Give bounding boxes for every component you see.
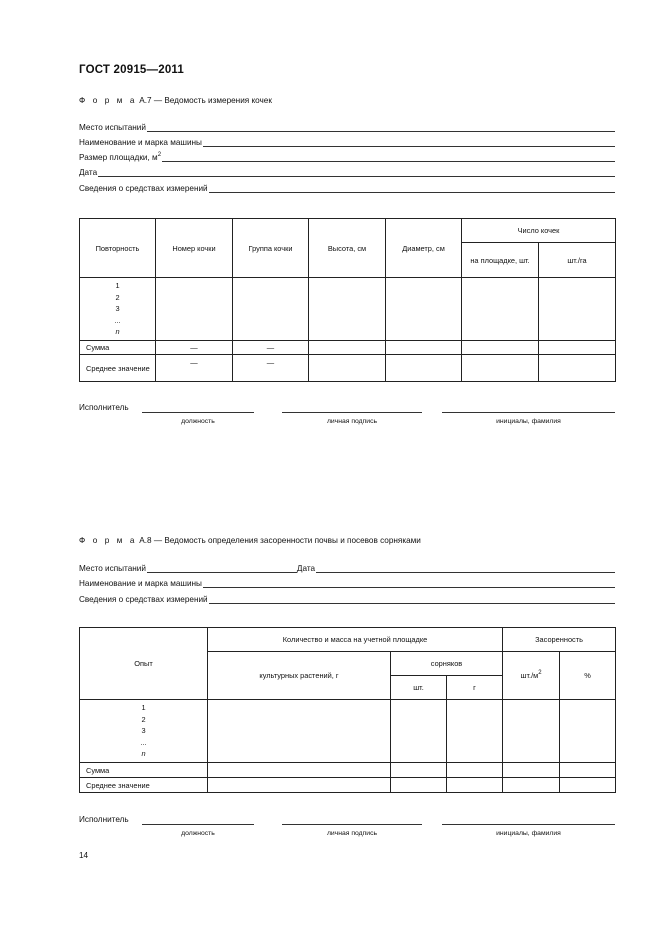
a8-field-instruments-label: Сведения о средствах измерений — [79, 595, 208, 604]
a7-col-on-area: на площадке, шт. — [462, 243, 539, 278]
a8-cell[interactable] — [447, 778, 503, 793]
form-a8-id: А.8 — [139, 536, 152, 545]
a7-field-machine — [79, 135, 615, 147]
a7-repeat-1: 1 — [115, 281, 120, 291]
a7-field-area-label-text: Размер площадки, м — [79, 153, 158, 162]
a8-cell[interactable] — [503, 763, 560, 778]
a8-col-qty-mass: Количество и масса на учетной площадке — [208, 628, 503, 652]
a7-field-machine-label: Наименование и марка машины — [79, 138, 202, 147]
a8-repeat-2: 2 — [141, 714, 146, 724]
a7-field-area-sup: 2 — [157, 152, 162, 158]
a7-position-line[interactable] — [142, 412, 254, 413]
a8-col-per-m2-text: шт./м — [520, 671, 539, 680]
a8-cell[interactable] — [391, 700, 447, 763]
a8-field-machine-line[interactable] — [203, 578, 615, 588]
a7-repeat-3: 3 — [115, 304, 120, 314]
a8-field-instruments — [79, 592, 615, 604]
form-a8-table — [79, 627, 616, 793]
a8-col-weeds: сорняков — [391, 652, 503, 676]
a8-repeat-list — [80, 700, 208, 763]
a7-cell[interactable] — [386, 355, 462, 382]
a8-col-experiment: Опыт — [80, 628, 208, 700]
a8-cell[interactable] — [447, 700, 503, 763]
a7-cell[interactable] — [309, 341, 386, 355]
a8-col-per-m2-sup: 2 — [538, 670, 542, 676]
a8-cell[interactable] — [208, 700, 391, 763]
a7-cell[interactable] — [539, 278, 616, 341]
document-header: ГОСТ 20915—2011 — [79, 64, 184, 76]
a8-col-g: г — [447, 676, 503, 700]
a8-repeat-3: 3 — [141, 726, 146, 736]
a8-name-line[interactable] — [442, 824, 615, 825]
form-a7-table — [79, 218, 616, 382]
a7-cell[interactable] — [462, 355, 539, 382]
a7-cell[interactable] — [156, 278, 233, 341]
a7-col-diameter: Диаметр, см — [386, 219, 462, 278]
a7-col-repeat: Повторность — [80, 219, 156, 278]
a7-table-row-data — [80, 278, 616, 341]
a7-dash: — — [156, 355, 233, 382]
a8-table-row-sum — [80, 763, 616, 778]
a8-executor-label: Исполнитель — [79, 815, 129, 824]
a7-name-caption: инициалы, фамилия — [496, 418, 561, 425]
a8-signature-line[interactable] — [282, 824, 422, 825]
a7-repeat-ellipsis: ... — [114, 315, 121, 325]
a7-field-instruments-label: Сведения о средствах измерений — [79, 184, 208, 193]
a8-cell[interactable] — [391, 778, 447, 793]
a7-repeat-n: n — [115, 327, 120, 337]
a7-field-area — [79, 150, 615, 162]
a8-cell[interactable] — [560, 700, 616, 763]
a8-position-caption: должность — [181, 830, 215, 837]
a7-table-row-sum — [80, 341, 616, 355]
a7-cell[interactable] — [539, 355, 616, 382]
a8-table-row-data — [80, 700, 616, 763]
a8-field-machine — [79, 576, 615, 588]
a8-field-instruments-line[interactable] — [209, 594, 615, 604]
a7-executor-label: Исполнитель — [79, 403, 129, 412]
a7-field-instruments-line[interactable] — [209, 183, 615, 193]
a7-signature-caption: личная подпись — [326, 418, 378, 425]
a8-position-line[interactable] — [142, 824, 254, 825]
a8-col-percent: % — [560, 652, 616, 700]
a8-row-mean-label: Среднее значение — [80, 778, 208, 793]
a7-cell[interactable] — [309, 355, 386, 382]
a7-col-number: Номер кочки — [156, 219, 233, 278]
a7-field-date — [79, 165, 615, 177]
a8-repeat-1: 1 — [141, 703, 146, 713]
a8-cell[interactable] — [503, 700, 560, 763]
a8-signature-caption: личная подпись — [326, 830, 378, 837]
a8-field-machine-label: Наименование и марка машины — [79, 579, 202, 588]
a7-cell[interactable] — [386, 341, 462, 355]
form-a8-title-text: — Ведомость определения засоренности почвы и посевов сорняками — [151, 536, 421, 545]
a8-cell[interactable] — [208, 778, 391, 793]
a8-col-contamination: Засоренность — [503, 628, 616, 652]
a7-field-machine-line[interactable] — [203, 137, 615, 147]
a7-cell[interactable] — [233, 278, 309, 341]
form-a8-title — [79, 536, 421, 545]
a8-field-date-label: Дата — [296, 564, 316, 573]
a8-cell[interactable] — [391, 763, 447, 778]
a7-cell[interactable] — [386, 278, 462, 341]
a7-repeat-2: 2 — [115, 292, 120, 302]
form-a7-title — [79, 96, 272, 105]
a8-field-place-date — [79, 561, 615, 573]
a8-cell[interactable] — [560, 763, 616, 778]
a8-repeat-ellipsis: ... — [140, 737, 147, 747]
form-a7-word: Ф о р м а — [79, 96, 138, 105]
a7-cell[interactable] — [309, 278, 386, 341]
a8-field-place-label: Место испытаний — [79, 564, 146, 573]
a7-name-line[interactable] — [442, 412, 615, 413]
form-a7-title-text: — Ведомость измерения кочек — [151, 96, 272, 105]
a7-field-area-label — [79, 153, 162, 162]
a7-repeat-list — [80, 278, 156, 341]
a8-col-per-m2 — [503, 652, 560, 700]
a8-cell[interactable] — [560, 778, 616, 793]
a7-field-place-label: Место испытаний — [79, 123, 146, 132]
a8-col-crops: культурных растений, г — [208, 652, 391, 700]
page-number: 14 — [79, 851, 89, 860]
a8-repeat-n: n — [141, 749, 146, 759]
a7-field-date-label: Дата — [79, 168, 98, 177]
a8-cell[interactable] — [447, 763, 503, 778]
a7-col-per-ha: шт./га — [539, 243, 616, 278]
form-a7-id: А.7 — [139, 96, 152, 105]
a7-col-group: Группа кочки — [233, 219, 309, 278]
a8-field-place-line[interactable] — [147, 563, 297, 573]
a7-col-height: Высота, см — [309, 219, 386, 278]
a7-field-date-line[interactable] — [98, 167, 615, 177]
a8-row-sum-label: Сумма — [80, 763, 208, 778]
a8-name-caption: инициалы, фамилия — [496, 830, 561, 837]
form-a8-word: Ф о р м а — [79, 536, 138, 545]
a7-field-place — [79, 120, 615, 132]
a7-signature-line[interactable] — [282, 412, 422, 413]
a8-cell[interactable] — [503, 778, 560, 793]
a7-table-row-mean — [80, 355, 616, 382]
a7-position-caption: должность — [181, 418, 215, 425]
a7-row-mean-label: Среднее значение — [80, 355, 156, 382]
a7-cell[interactable] — [462, 341, 539, 355]
a7-cell[interactable] — [462, 278, 539, 341]
a7-dash: — — [233, 341, 309, 355]
a8-cell[interactable] — [208, 763, 391, 778]
a7-field-place-line[interactable] — [147, 122, 615, 132]
a8-col-pcs: шт. — [391, 676, 447, 700]
a7-col-count: Число кочек — [462, 219, 616, 243]
a8-field-date-line[interactable] — [316, 563, 615, 573]
a7-field-area-line[interactable] — [162, 152, 615, 162]
a7-field-instruments — [79, 181, 615, 193]
a7-row-sum-label: Сумма — [80, 341, 156, 355]
a8-table-row-mean — [80, 778, 616, 793]
a7-dash: — — [156, 341, 233, 355]
a7-cell[interactable] — [539, 341, 616, 355]
a7-dash: — — [233, 355, 309, 382]
